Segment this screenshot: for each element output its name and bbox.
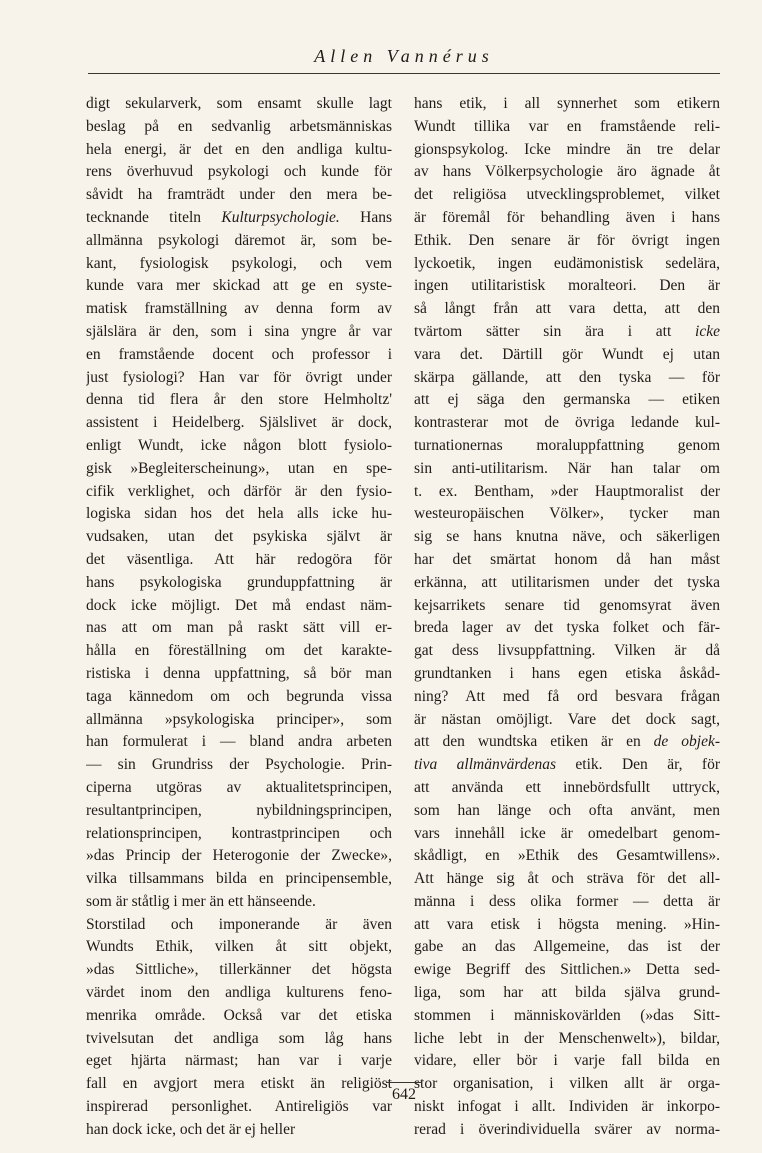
text-line: värdet inom den andliga kulturens feno- [86,984,392,1002]
text-line: liche lebt in der Menschenwelt»), bildar, [414,1029,720,1047]
text-line: är föremål för behandling även i hans [414,208,720,226]
text-line: enligt Wundt, icke någon blott fysiolo- [86,436,392,454]
text-line: ristiska i denna uppfattning, så bör man [86,664,392,682]
text-line: det religiösa utvecklingsproblemet, vilket [414,186,720,204]
text-line: menrika område. Också var det etiska [86,1006,392,1024]
text-line: niskt infogat i allt. Individen är inkorpo- [414,1098,720,1116]
text-line: Storstilad och imponerande är även [86,915,392,933]
text-line: ning? Att med få ord besvara frågan [414,687,720,705]
text-line: gabe an das Allgemeine, das ist der [414,938,720,956]
emphasis: icke [695,322,720,340]
text-line: männa i dess olika former — detta är [414,892,720,910]
text-line: vilka tillsammans bilda en principensemble, [86,870,392,888]
text-line: han formulerat i — bland andra arbeten [86,733,392,751]
text-line: allmänna psykologi däremot är, som be- [86,231,392,249]
text-line: ingen utilitaristisk moralteori. Den är [414,277,720,295]
text-line: stor organisation, i vilken allt är orga- [414,1075,720,1093]
text-line: taga kännedom om och begrunda vissa [86,687,392,705]
text-line: sig se hans knutna näve, och säkerligen [414,528,720,546]
text-line: så långt från att vara detta, att den [414,300,720,318]
text-line: dock icke möjligt. Det må endast näm- [86,596,392,614]
text-line: tecknande titeln Kulturpsychologie. Hans [86,208,392,226]
emphasis: Kulturpsychologie. [221,208,340,226]
text-line: själslära är den, som i sina yngre år var [86,322,392,340]
text-line: hålla en föreställning om det karakte- [86,642,392,660]
text-line: att den wundtska etiken är en de objek- [414,733,720,751]
text-line: Wundt tillika var en framstående reli- [414,117,720,135]
text-line: såvidt ha framträdt under den mera be- [86,186,392,204]
text-line: inspirerad personlighet. Antireligiös var [86,1098,392,1116]
text-line: hans psykologiska grunduppfattning är [86,573,392,591]
text-line: fall en avgjort mera etiskt än religiöst [86,1075,392,1093]
text-line: vidare, eller bör i varje fall bilda en [414,1052,720,1070]
text-line: lyckoetik, ingen eudämonistisk sedelära, [414,254,720,272]
text-line: allmänna »psykologiska principer», som [86,710,392,728]
running-header: Allen Vannérus [314,46,494,66]
text-line: kejsarrikets senare tid genomsyrat även [414,596,720,614]
text-line: liga, som har att bilda själva grund- [414,984,720,1002]
text-line: assistent i Heidelberg. Själslivet är dock, [86,414,392,432]
text-line: som är ståtlig i mer än ett hänseende. [86,892,316,910]
text-line: tvivelsutan det andliga som låg hans [86,1029,392,1047]
text-line: tvärtom sätter sin ära i att icke [414,322,720,340]
emphasis: de objek- [653,733,720,751]
left-text-column [86,93,392,1142]
text-line: »das Princip der Heterogonie der Zwecke», [86,847,392,865]
text-line: matisk framställning av denna form av [86,300,392,318]
text-line: kunde vara mer skickad att ge en syste- [86,277,392,295]
text-line: vudsaken, utan det psykiska självt är [86,528,392,546]
text-line: är nästan omöjligt. Vare det dock sagt, [414,710,720,728]
text-line: skådligt, en »Ethik des Gesamtwillens». [414,847,720,865]
text-line: ciperna utgöras av aktualitetsprincipen, [86,778,392,796]
page-number-rule [386,1082,422,1083]
emphasis: tiva allmänvärdenas [414,756,556,774]
text-line: breda lager av det tyska folket och fär- [414,619,720,637]
page-number: 642 [392,1086,416,1103]
text-line: han dock icke, och det är ej heller [86,1120,296,1138]
text-line: att använda ett innebördsfullt uttryck, [414,778,720,796]
text-line: gisk »Begleiterscheinung», utan en spe- [86,459,392,477]
text-line: sin anti-utilitarism. När han talar om [414,459,720,477]
text-line: denna tid flera år den store Helmholtz' [86,391,392,409]
text-line: rerad i överindividuella svärer av norma- [414,1120,720,1138]
text-line: gionspsykolog. Icke mindre än tre delar [414,140,720,158]
text-line: relationsprincipen, kontrastprincipen och [86,824,392,842]
text-line: skärpa gällande, att den tyska — för [414,368,720,386]
text-line: vara det. Därtill gör Wundt ej utan [414,345,720,363]
text-line: att ej säga den germanska — etiken [414,391,720,409]
text-line: eget hjärta närmast; han var i varje [86,1052,392,1070]
text-line: logiska sidan hos det hela alls icke hu- [86,505,392,523]
header-rule [88,73,720,74]
text-line: ewige Begriff des Sittlichen.» Detta sed- [414,961,720,979]
text-line: resultantprincipen, nybildningsprincipen, [86,801,392,819]
text-line: rens överhuvud psykologi och kunde för [86,163,392,181]
text-line: westeuropäischen Völker», tycker man [414,505,720,523]
text-line: turnationernas moraluppfattning genom [414,436,720,454]
text-line: beslag på en sedvanlig arbetsmänniskas [86,117,392,135]
text-line: grundtanken i hans egen etiska åskåd- [414,664,720,682]
text-line: Wundts Ethik, vilken åt sitt objekt, [86,938,392,956]
text-line: nas att om man på raskt sätt vill er- [86,619,392,637]
text-line: tiva allmänvärdenas etik. Den är, för [414,756,720,774]
text-line: en framstående docent och professor i [86,345,392,363]
text-line: Att hänge sig åt och sträva för det all- [414,870,720,888]
right-text-column [414,93,720,1142]
text-line: just fysiologi? Han var för övrigt under [86,368,392,386]
text-line: kant, fysiologisk psykologi, och vem [86,254,392,272]
text-line: har det smärtat honom då han måst [414,550,720,568]
text-line: vars innehåll icke är omedelbart genom- [414,824,720,842]
text-line: kontrasterar mot de övriga ledande kul- [414,414,720,432]
text-line: hans etik, i all synnerhet som etikern [414,95,720,112]
text-line: av hans Völkerpsychologie äro ägnade åt [414,163,720,181]
text-line: som han länge och ofta använt, men [414,801,720,819]
text-line: stommen i människovärlden (»das Sitt- [414,1006,720,1024]
text-line: erkänna, att utilitarismen under det tyska [414,573,720,591]
text-line: digt sekularverk, som ensamt skulle lagt [86,95,392,112]
text-line: det väsentliga. Att här redogöra för [86,550,392,568]
text-line: Ethik. Den senare är för övrigt ingen [414,231,720,249]
text-line: att vara etisk i högsta mening. »Hin- [414,915,720,933]
text-line: gat dess livsuppfattning. Vilken är då [414,642,720,660]
text-line: »das Sittliche», tillerkänner det högsta [86,961,392,979]
text-line: cifik verklighet, och därför är den fysio- [86,482,392,500]
text-line: — sin Grundriss der Psychologie. Prin- [86,756,392,774]
text-line: t. ex. Bentham, »der Hauptmoralist der [414,482,720,500]
text-line: hela energi, är det en den andliga kultu- [86,140,392,158]
